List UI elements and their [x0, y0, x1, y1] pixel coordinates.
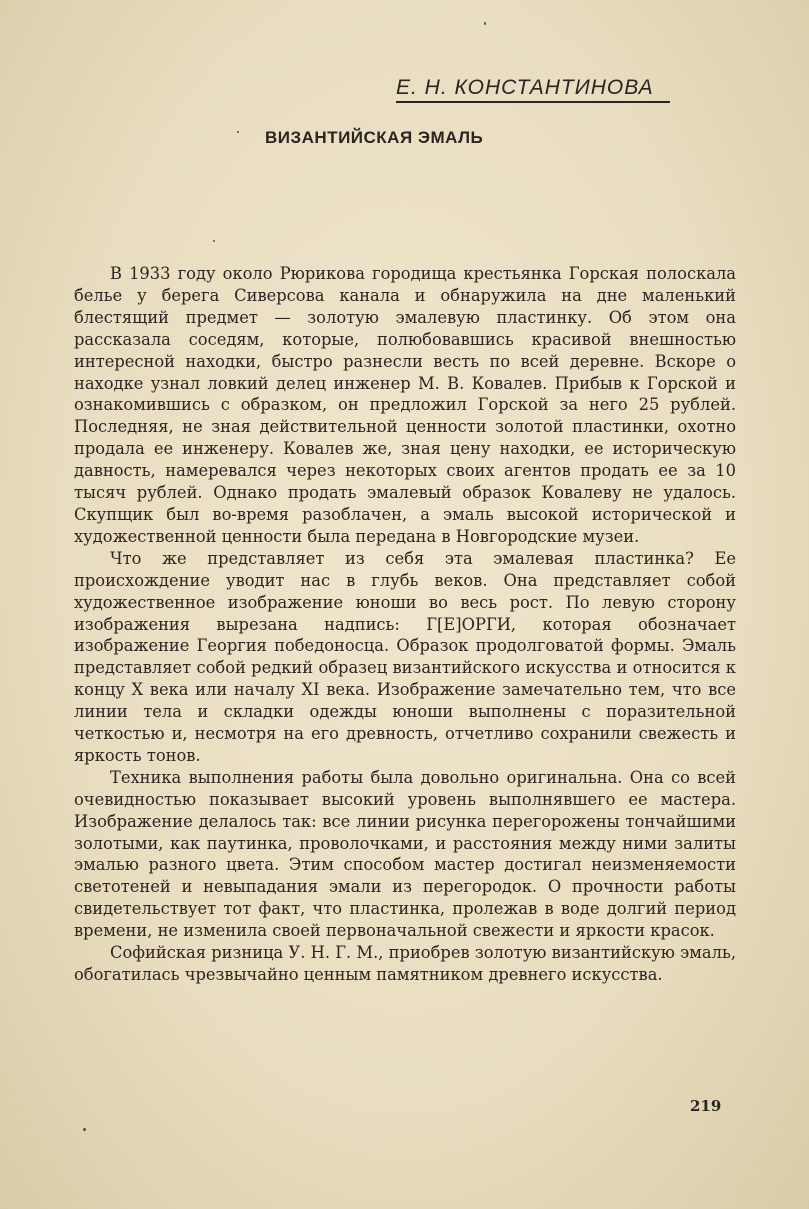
paragraph: В 1933 году около Рюрикова городища крестьянка Горская полоскала белье у берега Сиверсова канала и обнаружила на дне маленький блестящий предмет — золотую эмалевую пластинку. Об этом она рассказала соседям, которые, полюбовавшись красивой внешностью интересной находки, быстро разнесли весть по всей деревне. Вскоре о находке узнал ловкий делец инженер М. В. Ковалев. Прибыв к Горской и ознакомившись с образком, он предложил Горской за него 25 рублей. Последняя, не зная действительной ценности золотой пластинки, охотно продала ее инженеру. Ковалев же, зная цену находки, ее историческую давность, намеревался через некоторых своих агентов продать ее за 10 тысяч рублей. Однако продать эмалевый образок Ковалеву не удалось. Скупщик был во-время разоблачен, а эмаль высокой исторической и художественной ценности была передана в Новгородские музеи.: [74, 264, 736, 546]
paragraph: Что же представляет из себя эта эмалевая пластинка? Ее происхождение уводит нас в глубь веков. Она представляет собой художественное изображение юноши во весь рост. По левую сторону изображения вырезана надпись: Г[Е]ОРГИ, которая обозначает изображение Георгия победоносца. Образок продолговатой формы. Эмаль представляет собой редкий образец византийского искусства и относится к концу X века или началу XI века. Изображение замечательно тем, что все линии тела и складки одежды юноши выполнены с поразительной четкостью и, несмотря на его древность, отчетливо сохранили свежесть и яркость тонов.: [74, 548, 736, 765]
ink-speck: [83, 1128, 86, 1131]
page-number: 219: [690, 1097, 722, 1115]
ink-speck: [484, 22, 486, 25]
paragraph: Техника выполнения работы была довольно оригинальна. Она со всей очевидностью показывает высокий уровень выполнявшего ее мастера. Изображение делалось так: все линии рисунка перегорожены тончайшими золотыми, как паутинка, проволочками, и расстояния между ними залиты эмалью разного цвета. Этим способом мастер достигал неизменяемости светотеней и невыпадания эмали из перегородок. О прочности работы свидетельствует тот факт, что пластинка, пролежав в воде долгий период времени, не изменила своей первоначальной свежести и яркости красок.: [74, 767, 736, 941]
article-title: ВИЗАНТИЙСКАЯ ЭМАЛЬ: [265, 128, 484, 147]
ink-speck: [237, 131, 239, 133]
paragraph: Софийская ризница У. Н. Г. М., приобрев золотую византийскую эмаль, обогатилась чрезвычайно ценным памятником древнего искусства.: [74, 943, 736, 984]
ink-speck: [213, 240, 215, 242]
article-body: [74, 263, 736, 986]
author-name: Е. Н. КОНСТАНТИНОВА: [396, 76, 670, 103]
